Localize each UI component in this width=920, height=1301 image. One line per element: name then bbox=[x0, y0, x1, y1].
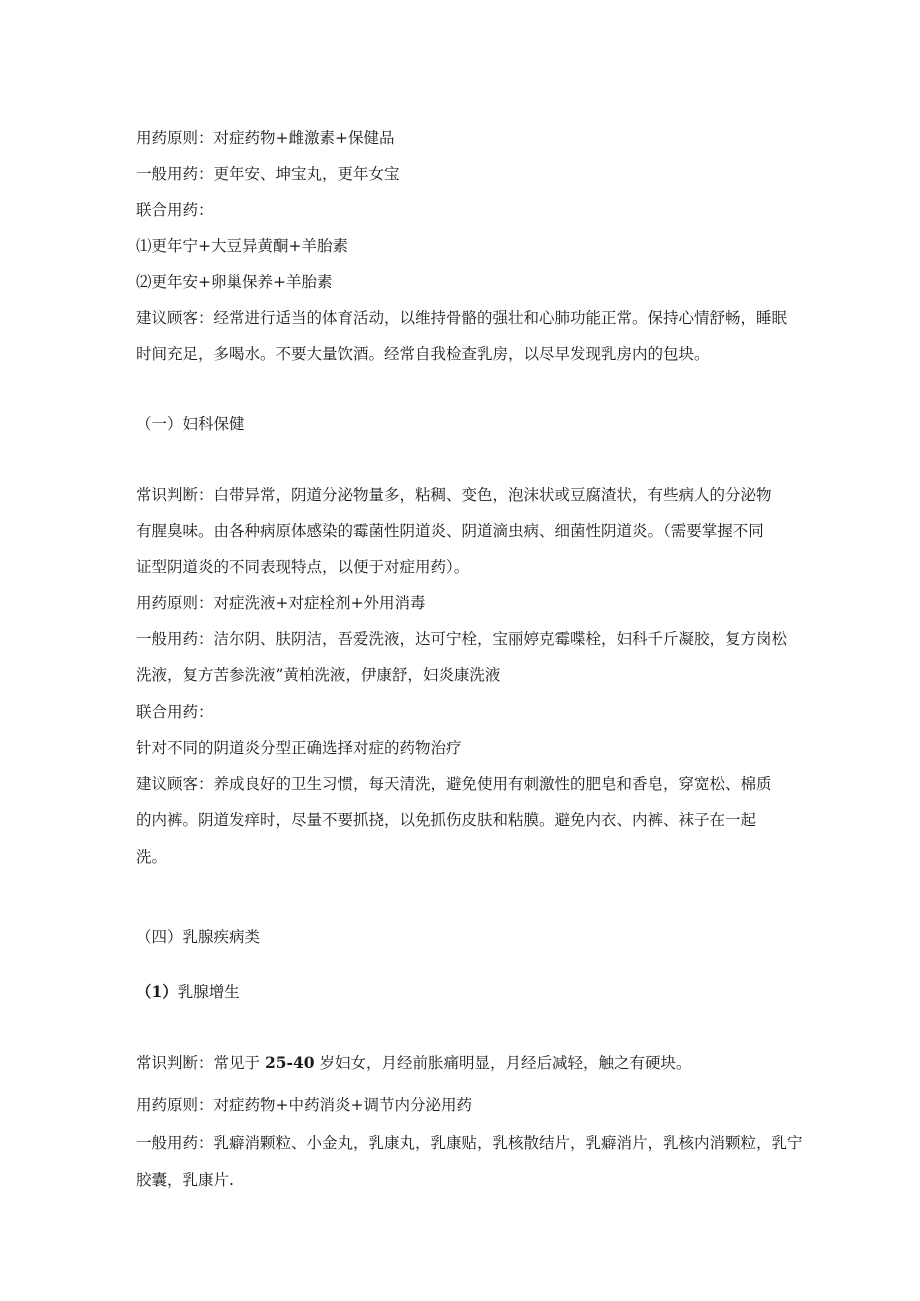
text-line: 时间充足，多喝水。不要大量饮酒。经常自我检查乳房，以尽早发现乳房内的包块。 bbox=[136, 345, 710, 363]
text-line: 一般用药：洁尔阴、肤阴洁，吾爱洗液，达可宁栓，宝丽婷克霉喋栓，妇科千斤凝胶，复方岗松 bbox=[136, 630, 788, 648]
text-line: 联合用药： bbox=[136, 201, 214, 219]
section-heading: （一）妇科保健 bbox=[136, 415, 245, 433]
text-line: 胶囊，乳康片. bbox=[136, 1171, 234, 1189]
text-line: ⑵更年安+卵巢保养+羊胎素 bbox=[136, 273, 333, 291]
text-line: 用药原则：对症洗液+对症栓剂+外用消毒 bbox=[136, 594, 426, 612]
age-range: 25-40 bbox=[264, 1053, 315, 1072]
text-line: 建议顾客：经常进行适当的体育活动，以维持骨骼的强壮和心肺功能正常。保持心情舒畅，睡眠 bbox=[136, 309, 788, 327]
subheading-number: （1） bbox=[136, 982, 178, 1001]
age-line-after: 岁妇女，月经前胀痛明显，月经后减轻，触之有硬块。 bbox=[314, 1054, 692, 1072]
subheading bbox=[136, 982, 240, 1002]
text-line: 用药原则：对症药物+中药消炎+调节内分泌用药 bbox=[136, 1096, 472, 1114]
text-line: 有腥臭味。由各种病原体感染的霉菌性阴道炎、阴道滴虫病、细菌性阴道炎。（需要掌握不同 bbox=[136, 522, 764, 540]
text-line bbox=[136, 1053, 691, 1073]
text-line: 用药原则：对症药物+雌激素+保健品 bbox=[136, 129, 395, 147]
subheading-text: 乳腺增生 bbox=[177, 983, 240, 1001]
section-heading: （四）乳腺疾病类 bbox=[136, 928, 261, 946]
text-line: 的内裤。阴道发痒时，尽量不要抓挠，以免抓伤皮肤和粘膜。避免内衣、内裤、袜子在一起 bbox=[136, 811, 757, 829]
text-line: ⑴更年宁+大豆异黄酮+羊胎素 bbox=[136, 237, 348, 255]
text-line: 洗。 bbox=[136, 848, 168, 866]
text-line: 一般用药：更年安、坤宝丸，更年女宝 bbox=[136, 165, 400, 183]
text-line: 常识判断：白带异常，阴道分泌物量多，粘稠、变色，泡沫状或豆腐渣状，有些病人的分泌物 bbox=[136, 486, 772, 504]
text-line: 一般用药：乳癖消颗粒、小金丸，乳康丸，乳康贴，乳核散结片，乳癖消片，乳核内消颗粒，乳宁 bbox=[136, 1134, 803, 1152]
text-line: 洗液，复方苦参洗液”黄柏洗液，伊康舒，妇炎康洗液 bbox=[136, 666, 501, 684]
text-line: 联合用药： bbox=[136, 703, 214, 721]
text-line: 证型阴道炎的不同表现特点，以便于对症用药）。 bbox=[136, 558, 470, 576]
age-line-before: 常识判断：常见于 bbox=[136, 1054, 265, 1072]
text-line: 建议顾客：养成良好的卫生习惯，每天清洗，避免使用有刺激性的肥皂和香皂，穿宽松、棉质 bbox=[136, 775, 772, 793]
text-line: 针对不同的阴道炎分型正确选择对症的药物治疗 bbox=[136, 739, 462, 757]
